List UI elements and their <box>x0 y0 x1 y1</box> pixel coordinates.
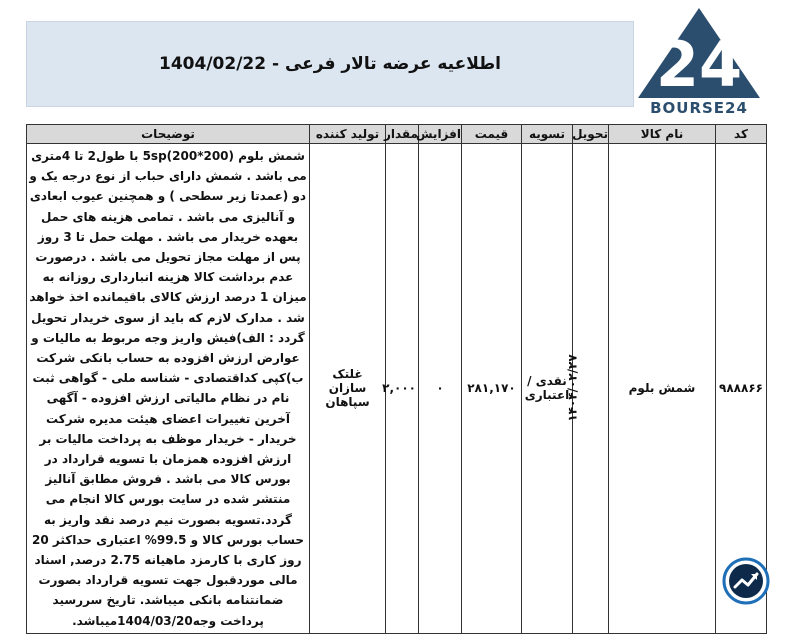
logo-text: BOURSE24 <box>650 99 748 117</box>
cell-delivery <box>565 144 609 634</box>
table-header-row <box>27 125 767 144</box>
trend-chart-icon <box>722 557 770 605</box>
table-row <box>27 144 767 634</box>
offer-table <box>26 124 767 634</box>
header-description: توضیحات <box>27 125 310 144</box>
svg-text:24: 24 <box>655 28 743 101</box>
header-price: قیمت <box>462 125 522 144</box>
cell-product-name: شمش بلوم <box>609 144 716 634</box>
header-code: کد <box>716 125 767 144</box>
cell-settlement: نقدی / اعتباری <box>522 144 573 634</box>
cell-description: شمش بلوم 5sp(200*200) با طول2 تا 4متری می باشد . شمش دارای حباب از نوع درجه یک و دو (عمدتا زیر سطحی ) و همچنین عیوب ابعادی و آنالیزی می باشد . تمامی هزینه های حمل بعهده خریدار می باشد . مهلت حمل تا 3 روز پس از مهلت مجاز تحویل می باشد . درصورت عدم برداشت کالا هزینه انبارداری روزانه به میزان 1 درصد ارزش کالای باقیمانده اخذ خواهد شد . مدارک لازم که باید از سوی خریدار تحویل گردد : الف)فیش واریز وجه مربوط به مالیات و عوارض ارزش افزوده به حساب بانکی شرکت ب)کپی کداقتصادی - شناسه ملی - گواهی ثبت نام در نظام مالیاتی ارزش افزوده - آگهی آخرین تغییرات اعضای هیئت مدیره شرکت خریدار - خریدار موظف به پرداخت مالیات بر ارزش افزوده همزمان با تسویه قرارداد در بورس کالا می باشد . فروش مطابق آنالیز منتشر شده در سایت بورس کالا انجام می گردد.تسویه بصورت نیم درصد نقد واریز به حساب بورس کالا و 99.5% اعتباری حداکثر 20 روز کاری با کارمزد ماهیانه 2.75 درصد, اسناد مالی موردقبول جهت تسویه قرارداد بصورت ضمانتنامه بانکی میباشد. تاریخ سررسید پرداخت وجه1404/03/20میباشد. <box>27 144 310 634</box>
header-settlement: تسویه <box>522 125 573 144</box>
header-product-name: نام کالا <box>609 125 716 144</box>
header-delivery: تحویل <box>573 125 609 144</box>
cell-producer: غلتک سازان سپاهان <box>310 144 386 634</box>
notice-title-box <box>26 21 634 107</box>
cell-quantity: ۲,۰۰۰ <box>386 144 419 634</box>
header-quantity: مقدار <box>386 125 419 144</box>
cell-increase: ۰ <box>419 144 462 634</box>
cell-code: ۹۸۸۸۶۶ <box>716 144 767 634</box>
cell-price: ۲۸۱,۱۷۰ <box>462 144 522 634</box>
header-producer: تولید کننده <box>310 125 386 144</box>
delivery-date: ۱۴۰۴/۰۲/۲۷ <box>565 354 580 423</box>
notice-title: اطلاعیه عرضه تالار فرعی - 1404/02/22 <box>159 54 501 74</box>
header-increase: افزایش <box>419 125 462 144</box>
